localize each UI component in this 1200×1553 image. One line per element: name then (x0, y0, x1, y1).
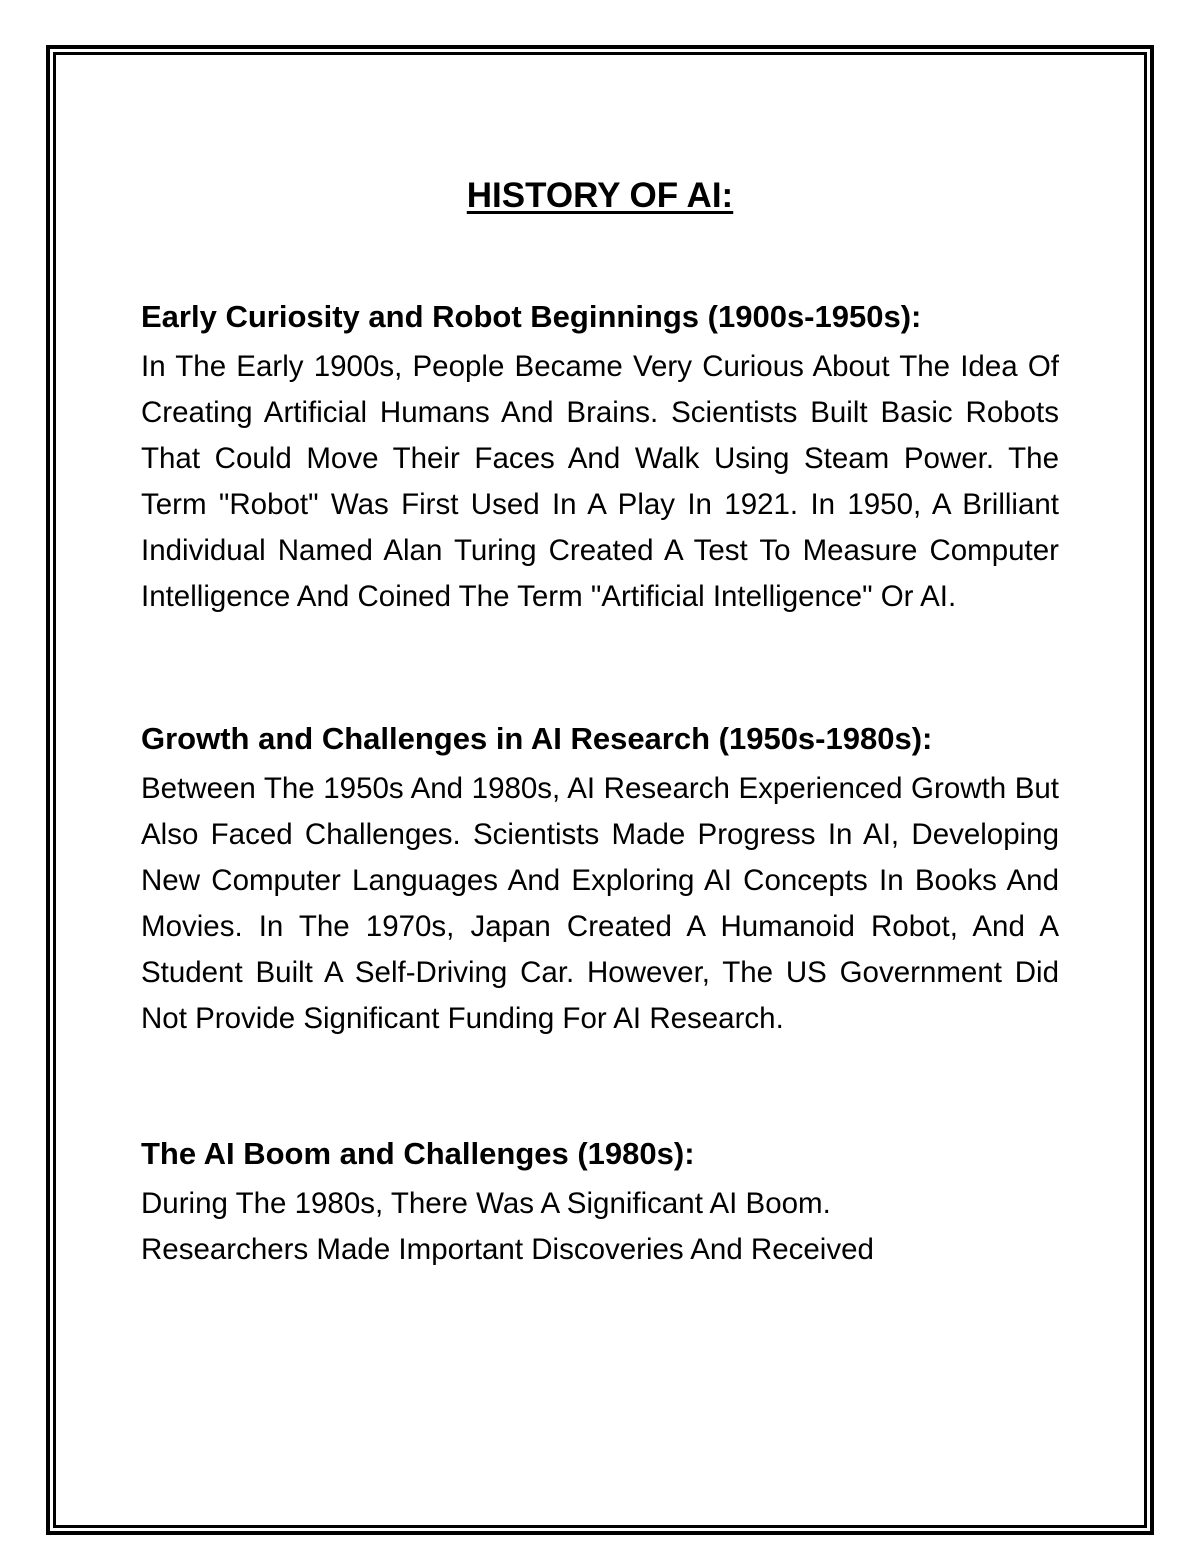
page-content (141, 170, 1059, 1273)
section-body: In The Early 1900s, People Became Very Curious About The Idea Of Creating Artificial Humans And Brains. Scientists Built Basic Robots That Could Move Their Faces And Walk Using Steam Power. The Term "Robot" Was First Used In A Play In 1921. In 1950, A Brilliant Individual Named Alan Turing Created A Test To Measure Computer Intelligence And Coined The Term "Artificial Intelligence" Or AI. (141, 350, 1059, 613)
section-early-curiosity (141, 298, 1059, 620)
section-body: Between The 1950s And 1980s, AI Research Experienced Growth But Also Faced Challenges. Scientists Made Progress In AI, Developing New Computer Languages And Exploring AI Concepts In Books And Movies. In The 1970s, Japan Created A Humanoid Robot, And A Student Built A Self-Driving Car. However, The US Government Did Not Provide Significant Funding For AI Research. (141, 772, 1059, 1035)
section-heading: Growth and Challenges in AI Research (1950s-1980s): (141, 721, 933, 756)
section-growth-challenges (141, 720, 1059, 1042)
section-body: During The 1980s, There Was A Significant AI Boom. Researchers Made Important Discoveries And Received (141, 1187, 874, 1266)
section-ai-boom (141, 1135, 1059, 1273)
section-heading: Early Curiosity and Robot Beginnings (1900s-1950s): (141, 299, 922, 334)
section-heading: The AI Boom and Challenges (1980s): (141, 1136, 695, 1171)
document-title: HISTORY OF AI: (466, 176, 734, 215)
